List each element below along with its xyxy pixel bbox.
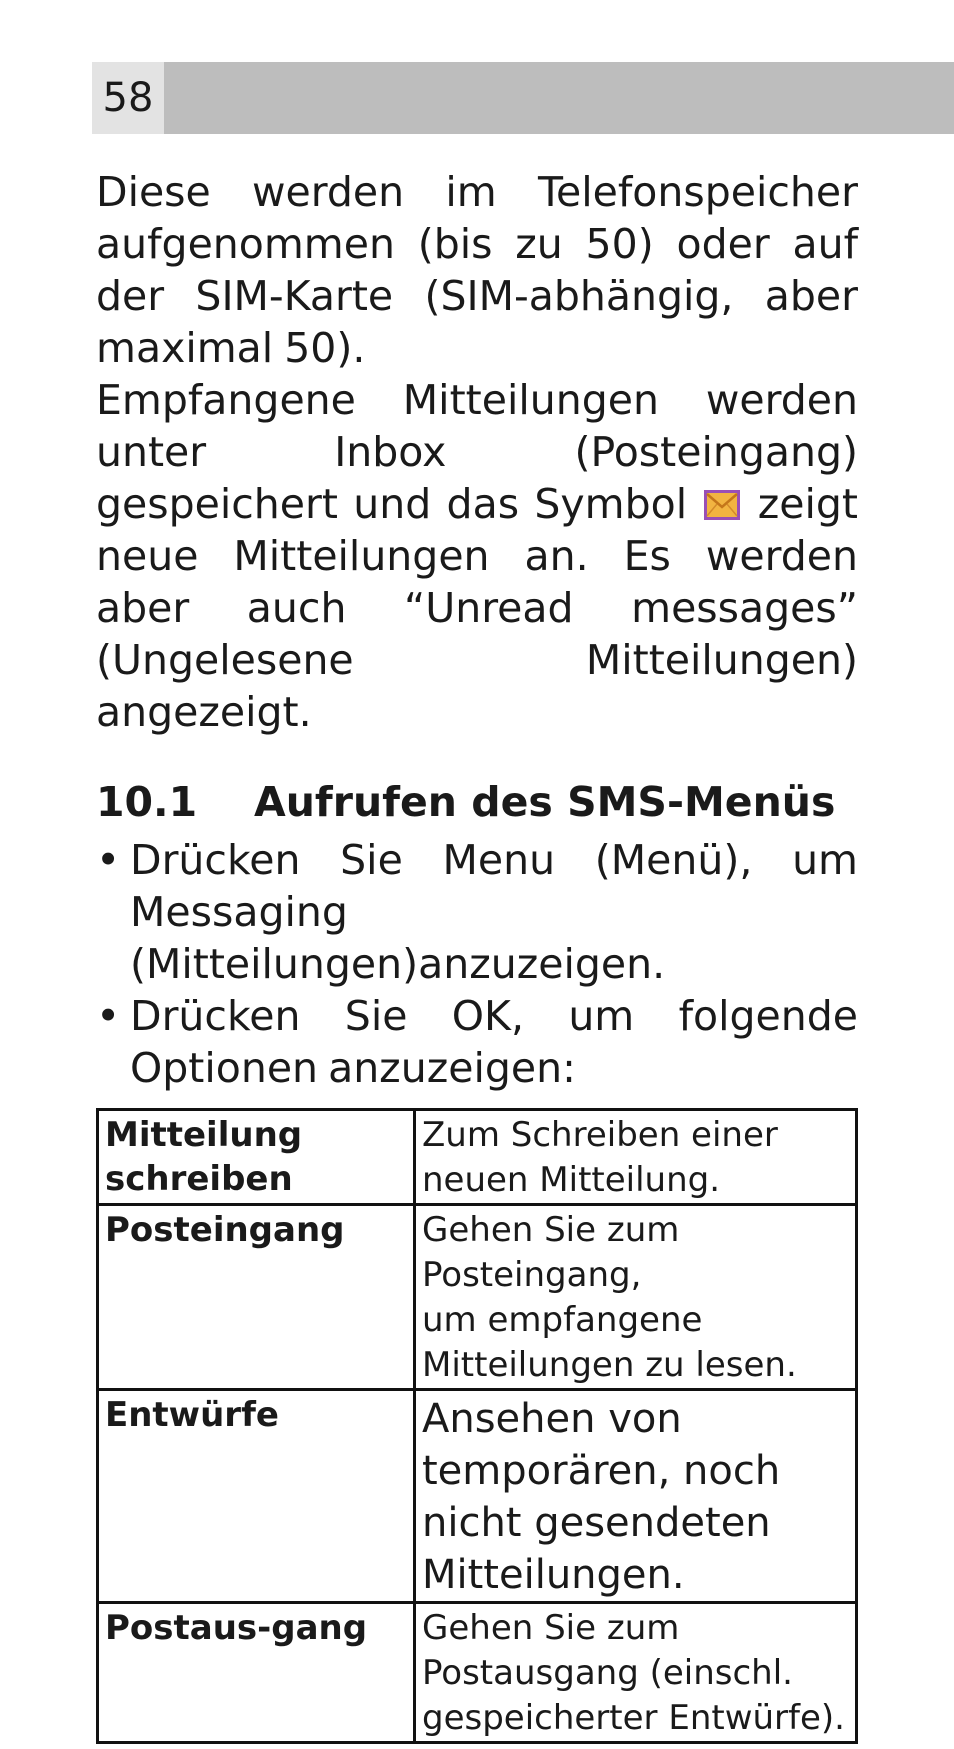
- option-name: Mitteilung schreiben: [98, 1110, 415, 1205]
- paragraph-inbox: [96, 374, 858, 738]
- envelope-icon: [702, 482, 742, 516]
- option-name: Postaus-gang: [98, 1603, 415, 1743]
- list-item-text: Drücken Sie Menu (Menü), um Messaging (Mitteilungen)anzuzeigen.: [130, 836, 858, 988]
- option-name: Posteingang: [98, 1205, 415, 1390]
- option-description: Ansehen von temporären, noch nicht gesendeten Mitteilungen.: [415, 1390, 857, 1603]
- list-item-text: Drücken Sie OK, um folgende Optionen anzuzeigen:: [130, 992, 858, 1092]
- option-description-line: Posteingang,: [422, 1255, 642, 1295]
- paragraph-inbox-text-start: Empfangene Mitteilungen werden unter Inbox (Posteingang) gespeichert und das Symbol: [96, 376, 858, 528]
- page-content: [96, 166, 858, 1744]
- options-table: [96, 1108, 858, 1744]
- option-description-line: Mitteilungen zu lesen.: [422, 1345, 797, 1385]
- list-item: [96, 834, 858, 990]
- table-row: [98, 1390, 857, 1603]
- page-header-bar: [92, 62, 954, 134]
- section-heading: [96, 776, 858, 828]
- section-title: Aufrufen des SMS-Menüs: [254, 778, 836, 826]
- bullet-icon: •: [96, 992, 121, 1040]
- option-description-line: um empfangene: [422, 1300, 703, 1340]
- instruction-list: [96, 834, 858, 1094]
- table-row: [98, 1603, 857, 1743]
- paragraph-storage: Diese werden im Telefonspeicher aufgenommen (bis zu 50) oder auf der SIM-Karte (SIM-abhängig, aber maximal 50).: [96, 168, 858, 372]
- section-number: 10.1: [96, 778, 198, 826]
- option-description-line: Gehen Sie zum: [422, 1210, 680, 1250]
- bullet-icon: •: [96, 836, 121, 884]
- option-description: Zum Schreiben einer neuen Mitteilung.: [415, 1110, 857, 1205]
- option-description: Gehen Sie zum Postausgang (einschl. gespeicherter Entwürfe).: [415, 1603, 857, 1743]
- table-row: [98, 1205, 857, 1390]
- option-description: [415, 1205, 857, 1390]
- page-number: 58: [92, 62, 164, 134]
- option-name: Entwürfe: [98, 1390, 415, 1603]
- table-row: [98, 1110, 857, 1205]
- list-item: [96, 990, 858, 1094]
- paragraph-inbox-text-end: zeigt neue Mitteilungen an. Es werden aber auch “Unread messages” (Ungelesene Mitteilungen) angezeigt.: [96, 480, 858, 736]
